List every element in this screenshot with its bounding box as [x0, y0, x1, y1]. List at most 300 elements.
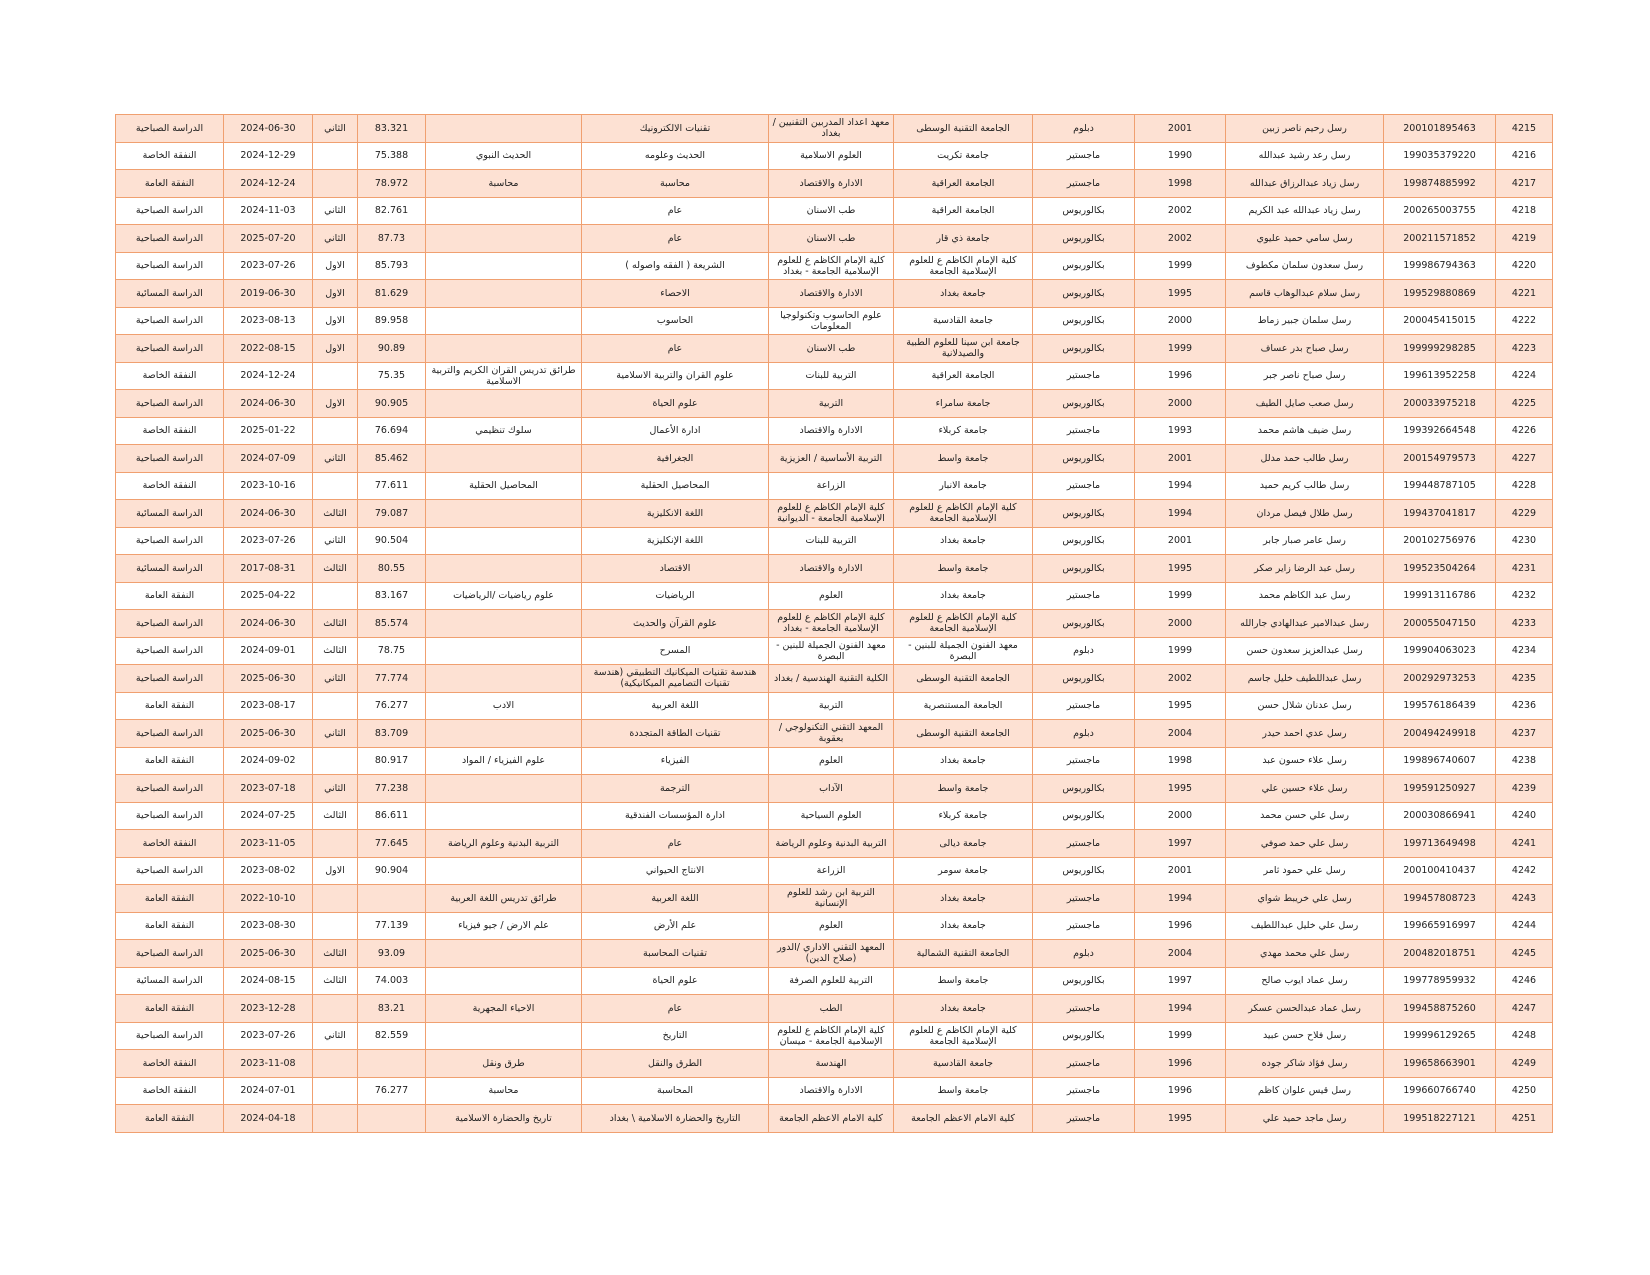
- cell-department: تقنيات الطاقة المتجددة: [582, 720, 769, 748]
- cell-study-type: النفقة الخاصة: [116, 417, 224, 445]
- cell-university: جامعة بغداد: [894, 995, 1033, 1023]
- cell-department: الطرق والنقل: [582, 1050, 769, 1078]
- cell-seq-number: 4227: [1496, 445, 1553, 473]
- cell-birth-year: 1994: [1135, 472, 1226, 500]
- cell-specialization: [426, 335, 582, 363]
- cell-degree-level: ماجستير: [1033, 885, 1135, 913]
- cell-seq-number: 4232: [1496, 582, 1553, 610]
- cell-rank: [313, 747, 358, 775]
- cell-rank: الثاني: [313, 115, 358, 143]
- cell-rank: الاول: [313, 307, 358, 335]
- cell-seq-number: 4231: [1496, 555, 1553, 583]
- cell-id-number: 199658663901: [1384, 1050, 1496, 1078]
- cell-degree-level: ماجستير: [1033, 1105, 1135, 1133]
- cell-specialization: الحديث النبوي: [426, 142, 582, 170]
- cell-full-name: رسل علي محمد مهدي: [1226, 940, 1384, 968]
- cell-id-number: 199457808723: [1384, 885, 1496, 913]
- cell-college: المعهد التقني التكنولوجي / بعقوبة: [769, 720, 894, 748]
- cell-seq-number: 4236: [1496, 692, 1553, 720]
- cell-degree-level: ماجستير: [1033, 912, 1135, 940]
- cell-id-number: 199523504264: [1384, 555, 1496, 583]
- cell-department: المحاصيل الحقلية: [582, 472, 769, 500]
- table-row: [116, 857, 1553, 885]
- cell-seq-number: 4230: [1496, 527, 1553, 555]
- cell-specialization: [426, 197, 582, 225]
- cell-seq-number: 4221: [1496, 280, 1553, 308]
- cell-degree-level: بكالوريوس: [1033, 335, 1135, 363]
- cell-study-type: الدراسة الصباحية: [116, 720, 224, 748]
- cell-id-number: 200030866941: [1384, 802, 1496, 830]
- cell-graduation-date: 2024-07-09: [224, 445, 313, 473]
- cell-department: علوم القران والتربية الاسلامية: [582, 362, 769, 390]
- cell-department: عام: [582, 335, 769, 363]
- cell-rank: [313, 472, 358, 500]
- cell-college: العلوم السياحية: [769, 802, 894, 830]
- cell-average-score: 90.905: [358, 390, 426, 418]
- cell-rank: الثاني: [313, 775, 358, 803]
- cell-department: التاريخ والحضارة الاسلامية \ بغداد: [582, 1105, 769, 1133]
- cell-id-number: 200100410437: [1384, 857, 1496, 885]
- cell-university: كلية الامام الاعظم الجامعة: [894, 1105, 1033, 1133]
- table-row: [116, 967, 1553, 995]
- cell-rank: [313, 692, 358, 720]
- cell-rank: الثاني: [313, 1022, 358, 1050]
- cell-rank: [313, 1050, 358, 1078]
- cell-degree-level: بكالوريوس: [1033, 500, 1135, 528]
- cell-rank: الثاني: [313, 527, 358, 555]
- cell-full-name: رسل سعدون سلمان مكطوف: [1226, 252, 1384, 280]
- cell-college: الادارة والاقتصاد: [769, 280, 894, 308]
- cell-department: الانتاج الحيواني: [582, 857, 769, 885]
- cell-graduation-date: 2017-08-31: [224, 555, 313, 583]
- cell-average-score: 85.462: [358, 445, 426, 473]
- cell-graduation-date: 2024-09-01: [224, 637, 313, 665]
- cell-department: علوم القرآن والحديث: [582, 610, 769, 638]
- cell-average-score: 81.629: [358, 280, 426, 308]
- cell-degree-level: بكالوريوس: [1033, 280, 1135, 308]
- cell-average-score: 83.21: [358, 995, 426, 1023]
- cell-birth-year: 2004: [1135, 940, 1226, 968]
- cell-seq-number: 4242: [1496, 857, 1553, 885]
- cell-average-score: 75.388: [358, 142, 426, 170]
- cell-rank: الاول: [313, 390, 358, 418]
- cell-graduation-date: 2024-08-15: [224, 967, 313, 995]
- table-row: [116, 307, 1553, 335]
- table-row: [116, 1022, 1553, 1050]
- cell-department: عام: [582, 197, 769, 225]
- cell-birth-year: 1997: [1135, 830, 1226, 858]
- cell-seq-number: 4228: [1496, 472, 1553, 500]
- cell-birth-year: 2000: [1135, 802, 1226, 830]
- cell-university: جامعة ذي قار: [894, 225, 1033, 253]
- cell-birth-year: 1995: [1135, 1105, 1226, 1133]
- cell-id-number: 199874885992: [1384, 170, 1496, 198]
- cell-department: اللغة العربية: [582, 885, 769, 913]
- cell-graduation-date: 2023-07-26: [224, 1022, 313, 1050]
- table-row: [116, 775, 1553, 803]
- cell-university: جامعة بغداد: [894, 912, 1033, 940]
- cell-university: جامعة ابن سينا للعلوم الطبية والصيدلانية: [894, 335, 1033, 363]
- cell-rank: [313, 912, 358, 940]
- cell-college: الزراعة: [769, 472, 894, 500]
- cell-full-name: رسل فؤاد شاكر جوده: [1226, 1050, 1384, 1078]
- table-row: [116, 170, 1553, 198]
- cell-degree-level: بكالوريوس: [1033, 1022, 1135, 1050]
- cell-average-score: 76.277: [358, 1077, 426, 1105]
- cell-specialization: الاحياء المجهرية: [426, 995, 582, 1023]
- cell-department: الترجمة: [582, 775, 769, 803]
- cell-full-name: رسل عدنان شلال حسن: [1226, 692, 1384, 720]
- cell-full-name: رسل زياد عبدالله عبد الكريم: [1226, 197, 1384, 225]
- cell-department: علوم الحياة: [582, 390, 769, 418]
- cell-college: طب الاسنان: [769, 197, 894, 225]
- cell-college: الادارة والاقتصاد: [769, 170, 894, 198]
- cell-id-number: 199986794363: [1384, 252, 1496, 280]
- cell-id-number: 200265003755: [1384, 197, 1496, 225]
- cell-study-type: الدراسة الصباحية: [116, 940, 224, 968]
- cell-id-number: 199591250927: [1384, 775, 1496, 803]
- cell-id-number: 200102756976: [1384, 527, 1496, 555]
- cell-department: الاحصاء: [582, 280, 769, 308]
- cell-average-score: [358, 1050, 426, 1078]
- cell-degree-level: دبلوم: [1033, 720, 1135, 748]
- cell-college: العلوم الاسلامية: [769, 142, 894, 170]
- cell-department: الرياضيات: [582, 582, 769, 610]
- cell-study-type: الدراسة الصباحية: [116, 610, 224, 638]
- cell-graduation-date: 2025-06-30: [224, 665, 313, 693]
- cell-seq-number: 4247: [1496, 995, 1553, 1023]
- cell-college: طب الاسنان: [769, 225, 894, 253]
- cell-full-name: رسل سامي حميد عليوي: [1226, 225, 1384, 253]
- cell-graduation-date: 2025-07-20: [224, 225, 313, 253]
- cell-study-type: النفقة الخاصة: [116, 1050, 224, 1078]
- cell-degree-level: ماجستير: [1033, 830, 1135, 858]
- cell-degree-level: بكالوريوس: [1033, 555, 1135, 583]
- cell-birth-year: 2002: [1135, 665, 1226, 693]
- cell-college: العلوم: [769, 912, 894, 940]
- table-row: [116, 417, 1553, 445]
- cell-id-number: 199896740607: [1384, 747, 1496, 775]
- cell-degree-level: دبلوم: [1033, 637, 1135, 665]
- cell-degree-level: ماجستير: [1033, 747, 1135, 775]
- cell-degree-level: ماجستير: [1033, 692, 1135, 720]
- table-row: [116, 500, 1553, 528]
- cell-university: الجامعة العراقية: [894, 170, 1033, 198]
- cell-full-name: رسل عبد الكاظم محمد: [1226, 582, 1384, 610]
- cell-degree-level: بكالوريوس: [1033, 610, 1135, 638]
- cell-department: المحاسبة: [582, 1077, 769, 1105]
- cell-graduation-date: 2024-12-24: [224, 362, 313, 390]
- table-row: [116, 197, 1553, 225]
- cell-study-type: الدراسة الصباحية: [116, 307, 224, 335]
- cell-university: جامعة واسط: [894, 1077, 1033, 1105]
- cell-specialization: [426, 610, 582, 638]
- cell-degree-level: بكالوريوس: [1033, 527, 1135, 555]
- cell-degree-level: بكالوريوس: [1033, 857, 1135, 885]
- cell-seq-number: 4238: [1496, 747, 1553, 775]
- table-row: [116, 720, 1553, 748]
- table-row: [116, 637, 1553, 665]
- cell-birth-year: 2001: [1135, 115, 1226, 143]
- cell-birth-year: 1995: [1135, 280, 1226, 308]
- cell-degree-level: ماجستير: [1033, 417, 1135, 445]
- cell-full-name: رسل علاء حسين علي: [1226, 775, 1384, 803]
- cell-id-number: 199437041817: [1384, 500, 1496, 528]
- cell-seq-number: 4245: [1496, 940, 1553, 968]
- table-row: [116, 142, 1553, 170]
- cell-university: الجامعة التقنية الوسطى: [894, 665, 1033, 693]
- cell-seq-number: 4235: [1496, 665, 1553, 693]
- cell-full-name: رسل عبد الرضا زاير صكر: [1226, 555, 1384, 583]
- cell-birth-year: 2000: [1135, 390, 1226, 418]
- cell-rank: الثالث: [313, 967, 358, 995]
- cell-study-type: النفقة العامة: [116, 885, 224, 913]
- cell-full-name: رسل عماد ايوب صالح: [1226, 967, 1384, 995]
- cell-study-type: الدراسة الصباحية: [116, 390, 224, 418]
- cell-average-score: 76.694: [358, 417, 426, 445]
- table-row: [116, 610, 1553, 638]
- cell-degree-level: بكالوريوس: [1033, 775, 1135, 803]
- cell-rank: [313, 1105, 358, 1133]
- cell-average-score: [358, 885, 426, 913]
- cell-study-type: الدراسة المسائية: [116, 555, 224, 583]
- cell-full-name: رسل سلمان جبير زماط: [1226, 307, 1384, 335]
- cell-rank: الثالث: [313, 637, 358, 665]
- cell-degree-level: بكالوريوس: [1033, 307, 1135, 335]
- cell-university: كلية الإمام الكاظم ع للعلوم الإسلامية الجامعة: [894, 252, 1033, 280]
- cell-study-type: النفقة الخاصة: [116, 142, 224, 170]
- records-table: [115, 114, 1553, 1133]
- cell-department: الفيزياء: [582, 747, 769, 775]
- cell-graduation-date: 2024-07-01: [224, 1077, 313, 1105]
- cell-department: المسرح: [582, 637, 769, 665]
- cell-id-number: 200482018751: [1384, 940, 1496, 968]
- cell-seq-number: 4237: [1496, 720, 1553, 748]
- cell-university: جامعة القادسية: [894, 1050, 1033, 1078]
- cell-birth-year: 1996: [1135, 912, 1226, 940]
- cell-university: معهد الفنون الجميلة للبنين - البصرة: [894, 637, 1033, 665]
- cell-university: جامعة تكريت: [894, 142, 1033, 170]
- cell-seq-number: 4244: [1496, 912, 1553, 940]
- cell-university: الجامعة المستنصرية: [894, 692, 1033, 720]
- cell-seq-number: 4239: [1496, 775, 1553, 803]
- cell-degree-level: ماجستير: [1033, 170, 1135, 198]
- cell-university: جامعة سامراء: [894, 390, 1033, 418]
- cell-university: جامعة بغداد: [894, 747, 1033, 775]
- cell-study-type: الدراسة الصباحية: [116, 252, 224, 280]
- cell-university: جامعة ديالى: [894, 830, 1033, 858]
- cell-college: التربية: [769, 390, 894, 418]
- cell-rank: الاول: [313, 280, 358, 308]
- cell-rank: الثالث: [313, 802, 358, 830]
- cell-graduation-date: 2022-08-15: [224, 335, 313, 363]
- cell-average-score: 90.504: [358, 527, 426, 555]
- table-row: [116, 362, 1553, 390]
- cell-department: عام: [582, 830, 769, 858]
- cell-study-type: الدراسة الصباحية: [116, 335, 224, 363]
- cell-specialization: [426, 665, 582, 693]
- cell-college: المعهد التقني الاداري /الدور (صلاح الدين): [769, 940, 894, 968]
- cell-average-score: 87.73: [358, 225, 426, 253]
- cell-average-score: 77.139: [358, 912, 426, 940]
- cell-college: الزراعة: [769, 857, 894, 885]
- cell-id-number: 200154979573: [1384, 445, 1496, 473]
- cell-seq-number: 4246: [1496, 967, 1553, 995]
- cell-college: التربية البدنية وعلوم الرياضة: [769, 830, 894, 858]
- cell-degree-level: بكالوريوس: [1033, 802, 1135, 830]
- cell-id-number: 199529880869: [1384, 280, 1496, 308]
- cell-study-type: الدراسة المسائية: [116, 500, 224, 528]
- cell-college: علوم الحاسوب وتكنولوجيا المعلومات: [769, 307, 894, 335]
- cell-id-number: 199613952258: [1384, 362, 1496, 390]
- cell-graduation-date: 2023-08-13: [224, 307, 313, 335]
- cell-average-score: 77.645: [358, 830, 426, 858]
- cell-specialization: علوم رياضيات /الرياضيات: [426, 582, 582, 610]
- cell-department: علم الأرض: [582, 912, 769, 940]
- cell-full-name: رسل عبداللطيف خليل جاسم: [1226, 665, 1384, 693]
- cell-department: عام: [582, 995, 769, 1023]
- cell-college: الادارة والاقتصاد: [769, 1077, 894, 1105]
- cell-seq-number: 4223: [1496, 335, 1553, 363]
- cell-study-type: النفقة العامة: [116, 912, 224, 940]
- cell-average-score: 85.574: [358, 610, 426, 638]
- cell-degree-level: بكالوريوس: [1033, 665, 1135, 693]
- table-row: [116, 527, 1553, 555]
- cell-birth-year: 1996: [1135, 1077, 1226, 1105]
- cell-graduation-date: 2023-11-05: [224, 830, 313, 858]
- cell-average-score: 74.003: [358, 967, 426, 995]
- cell-department: عام: [582, 225, 769, 253]
- cell-university: كلية الإمام الكاظم ع للعلوم الإسلامية الجامعة: [894, 1022, 1033, 1050]
- cell-college: الهندسة: [769, 1050, 894, 1078]
- cell-college: كلية الإمام الكاظم ع للعلوم الإسلامية الجامعة - ميسان: [769, 1022, 894, 1050]
- cell-college: الآداب: [769, 775, 894, 803]
- cell-seq-number: 4241: [1496, 830, 1553, 858]
- cell-university: جامعة كربلاء: [894, 417, 1033, 445]
- cell-degree-level: بكالوريوس: [1033, 967, 1135, 995]
- table-row: [116, 1105, 1553, 1133]
- cell-seq-number: 4220: [1496, 252, 1553, 280]
- cell-degree-level: ماجستير: [1033, 472, 1135, 500]
- cell-degree-level: بكالوريوس: [1033, 390, 1135, 418]
- cell-id-number: 200055047150: [1384, 610, 1496, 638]
- cell-birth-year: 1994: [1135, 885, 1226, 913]
- cell-specialization: علم الارض / جيو فيزياء: [426, 912, 582, 940]
- cell-specialization: [426, 252, 582, 280]
- cell-degree-level: دبلوم: [1033, 940, 1135, 968]
- cell-specialization: طرائق تدريس القران الكريم والتربية الاسلامية: [426, 362, 582, 390]
- cell-department: الجغرافية: [582, 445, 769, 473]
- cell-rank: الاول: [313, 335, 358, 363]
- cell-full-name: رسل طالب كريم حميد: [1226, 472, 1384, 500]
- cell-specialization: محاسبة: [426, 1077, 582, 1105]
- cell-study-type: النفقة العامة: [116, 747, 224, 775]
- cell-rank: [313, 995, 358, 1023]
- cell-full-name: رسل عدي احمد حيدر: [1226, 720, 1384, 748]
- cell-average-score: 82.761: [358, 197, 426, 225]
- cell-graduation-date: 2025-01-22: [224, 417, 313, 445]
- cell-graduation-date: 2024-06-30: [224, 390, 313, 418]
- table-row: [116, 390, 1553, 418]
- cell-birth-year: 1995: [1135, 692, 1226, 720]
- cell-id-number: 199913116786: [1384, 582, 1496, 610]
- cell-graduation-date: 2024-07-25: [224, 802, 313, 830]
- cell-average-score: 79.087: [358, 500, 426, 528]
- cell-graduation-date: 2023-10-16: [224, 472, 313, 500]
- cell-study-type: النفقة الخاصة: [116, 472, 224, 500]
- table-row: [116, 280, 1553, 308]
- cell-department: الحديث وعلومه: [582, 142, 769, 170]
- cell-graduation-date: 2024-06-30: [224, 500, 313, 528]
- cell-degree-level: ماجستير: [1033, 142, 1135, 170]
- cell-graduation-date: 2025-04-22: [224, 582, 313, 610]
- cell-university: جامعة الانبار: [894, 472, 1033, 500]
- cell-department: علوم الحياة: [582, 967, 769, 995]
- cell-id-number: 199778959932: [1384, 967, 1496, 995]
- cell-seq-number: 4226: [1496, 417, 1553, 445]
- cell-specialization: تاريخ والحضارة الاسلامية: [426, 1105, 582, 1133]
- cell-university: الجامعة العراقية: [894, 197, 1033, 225]
- cell-seq-number: 4218: [1496, 197, 1553, 225]
- cell-rank: الثالث: [313, 555, 358, 583]
- cell-seq-number: 4250: [1496, 1077, 1553, 1105]
- cell-college: الادارة والاقتصاد: [769, 555, 894, 583]
- cell-seq-number: 4215: [1496, 115, 1553, 143]
- cell-graduation-date: 2024-09-02: [224, 747, 313, 775]
- cell-college: طب الاسنان: [769, 335, 894, 363]
- table-row: [116, 692, 1553, 720]
- cell-birth-year: 1994: [1135, 995, 1226, 1023]
- cell-seq-number: 4229: [1496, 500, 1553, 528]
- cell-rank: الثاني: [313, 197, 358, 225]
- cell-specialization: [426, 225, 582, 253]
- cell-study-type: الدراسة المسائية: [116, 967, 224, 995]
- cell-full-name: رسل عبدالعزيز سعدون حسن: [1226, 637, 1384, 665]
- cell-seq-number: 4251: [1496, 1105, 1553, 1133]
- cell-department: اللغة العربية: [582, 692, 769, 720]
- cell-id-number: 199713649498: [1384, 830, 1496, 858]
- cell-seq-number: 4217: [1496, 170, 1553, 198]
- cell-rank: [313, 1077, 358, 1105]
- cell-department: هندسة تقنيات الميكانيك التطبيقي (هندسة تقنيات التصاميم الميكانيكية): [582, 665, 769, 693]
- cell-degree-level: بكالوريوس: [1033, 225, 1135, 253]
- table-body: [116, 115, 1553, 1133]
- cell-university: كلية الإمام الكاظم ع للعلوم الإسلامية الجامعة: [894, 610, 1033, 638]
- cell-rank: الثاني: [313, 665, 358, 693]
- cell-birth-year: 2002: [1135, 225, 1226, 253]
- cell-birth-year: 1995: [1135, 775, 1226, 803]
- cell-id-number: 200045415015: [1384, 307, 1496, 335]
- cell-rank: [313, 582, 358, 610]
- cell-id-number: 199576186439: [1384, 692, 1496, 720]
- cell-degree-level: ماجستير: [1033, 1050, 1135, 1078]
- table-row: [116, 115, 1553, 143]
- cell-rank: الثالث: [313, 500, 358, 528]
- cell-university: جامعة بغداد: [894, 582, 1033, 610]
- cell-birth-year: 1994: [1135, 500, 1226, 528]
- cell-study-type: الدراسة الصباحية: [116, 527, 224, 555]
- cell-graduation-date: 2024-06-30: [224, 115, 313, 143]
- cell-birth-year: 2000: [1135, 610, 1226, 638]
- cell-seq-number: 4233: [1496, 610, 1553, 638]
- table-row: [116, 747, 1553, 775]
- cell-specialization: [426, 637, 582, 665]
- cell-graduation-date: 2023-12-28: [224, 995, 313, 1023]
- cell-rank: [313, 417, 358, 445]
- cell-id-number: 200494249918: [1384, 720, 1496, 748]
- cell-college: الكلية التقنية الهندسية / بغداد: [769, 665, 894, 693]
- cell-seq-number: 4216: [1496, 142, 1553, 170]
